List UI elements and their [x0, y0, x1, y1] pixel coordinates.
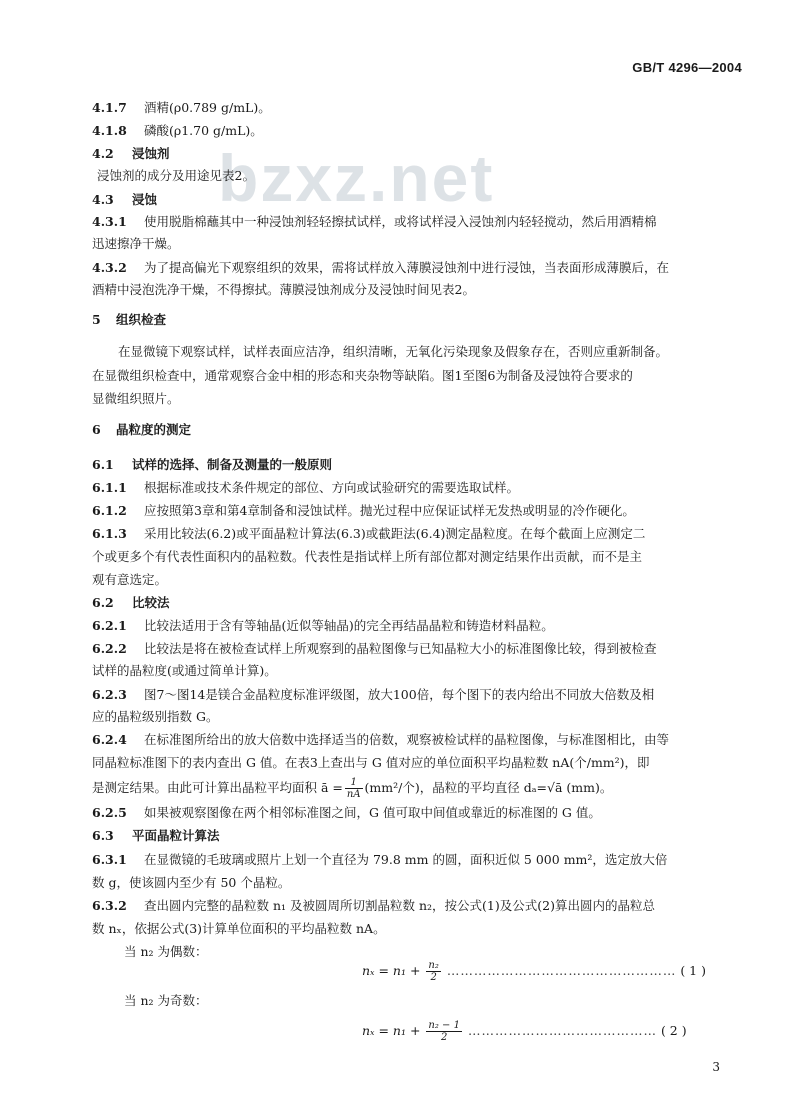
paragraph-line: 显微组织照片。: [92, 391, 180, 406]
clause-6-3-1: [92, 852, 742, 868]
clause-6-2-1: [92, 618, 742, 634]
heading-text: 平面晶粒计算法: [132, 828, 220, 843]
clause-number: 4.3: [92, 192, 114, 207]
clause-number: 6.2.5: [92, 805, 127, 820]
paragraph-line: 迅速擦净干燥。: [92, 236, 180, 251]
equation-number: ( 2 ): [660, 1023, 687, 1038]
paragraph-line: 当 n₂ 为奇数：: [124, 993, 208, 1008]
clause-text: 图7～图14是镁合金晶粒度标准评级图，放大100倍，每个图下的表内给出不同放大倍数及相: [144, 687, 655, 702]
clause-text: 为了提高偏光下观察组织的效果，需将试样放入薄膜浸蚀剂中进行浸蚀，当表面形成薄膜后，在: [144, 260, 670, 275]
paragraph-line: 同晶粒标准图下的表内查出 G 值。在表3上查出与 G 值对应的单位面积平均晶粒数 nA(个/mm²)，即: [92, 755, 650, 770]
section-5-heading: [92, 312, 742, 328]
clause-number: 4.2: [92, 146, 114, 161]
formula-lhs: nₓ = n₁ +: [362, 963, 421, 978]
clause-number: 6.3: [92, 828, 114, 843]
fraction-denominator: nA: [346, 789, 361, 800]
clause-number: 6.2.2: [92, 641, 127, 656]
clause-text: 在标准图所给出的放大倍数中选择适当的倍数，观察被检试样的晶粒图像，与标准图相比，由等: [144, 732, 670, 747]
paragraph-line: 试样的晶粒度(或通过简单计算)。: [92, 663, 277, 678]
equation-number: ( 1 ): [680, 963, 706, 978]
clause-number: 6.2: [92, 595, 114, 610]
inline-fraction: [345, 777, 363, 800]
clause-number: 6.1.3: [92, 526, 127, 541]
formula-1: [362, 960, 706, 983]
clause-text: 根据标准或技术条件规定的部位、方向或试验研究的需要选取试样。: [144, 480, 520, 495]
clause-text: 如果被观察图像在两个相邻标准图之间，G 值可取中间值或靠近的标准图的 G 值。: [144, 805, 601, 820]
section-6-heading: [92, 422, 742, 438]
formula-lead-text: 是测定结果。由此可计算出晶粒平均面积 ā =: [92, 780, 343, 795]
clause-6-2-5: [92, 805, 742, 821]
clause-6-2-4: [92, 732, 742, 748]
clause-number: 4.1.8: [92, 123, 127, 138]
clause-4-1-8: [92, 123, 742, 139]
fraction-denominator: 2: [441, 1032, 448, 1043]
clause-number: 4.3.2: [92, 260, 127, 275]
paragraph-line: 数 nₓ，依据公式(3)计算单位面积的平均晶粒数 nA。: [92, 921, 386, 936]
paragraph-line: 酒精中浸泡洗净干燥，不得擦拭。薄膜浸蚀剂成分及浸蚀时间见表2。: [92, 282, 475, 297]
clause-4-3-1: [92, 214, 742, 230]
section-6-2-heading: [92, 595, 742, 611]
clause-6-2-3: [92, 687, 742, 703]
clause-text: 使用脱脂棉蘸其中一种浸蚀剂轻轻擦拭试样，或将试样浸入浸蚀剂内轻轻搅动，然后用酒精棉: [144, 214, 657, 229]
clause-number: 6.2.3: [92, 687, 127, 702]
clause-number: 6: [92, 422, 101, 437]
clause-text: 采用比较法(6.2)或平面晶粒计算法(6.3)或截距法(6.4)测定晶粒度。在每个截面上应测定二: [144, 526, 646, 541]
standard-code: GB/T 4296—2004: [632, 60, 742, 75]
leader-dots: ……………………………………: [467, 1023, 657, 1038]
formula-2: [362, 1020, 687, 1043]
clause-text: 比较法适用于含有等轴晶(近似等轴晶)的完全再结晶晶粒和铸造材料晶粒。: [144, 618, 554, 633]
clause-4-3-2: [92, 260, 742, 276]
clause-number: 5: [92, 312, 101, 327]
clause-6-3-2: [92, 898, 742, 914]
fraction-numerator: 1: [345, 777, 363, 789]
formula-tail-text: (mm²/个)，晶粒的平均直径 dₐ=√ā (mm)。: [364, 780, 613, 795]
paragraph-line: 数 g，使该圆内至少有 50 个晶粒。: [92, 875, 291, 890]
heading-text: 比较法: [132, 595, 170, 610]
clause-text: 在显微镜的毛玻璃或照片上划一个直径为 79.8 mm 的圆，面积近似 5 000 mm²，选定放大倍: [144, 852, 668, 867]
clause-number: 6.1: [92, 457, 114, 472]
paragraph-line: 当 n₂ 为偶数：: [124, 944, 208, 959]
clause-6-1-1: [92, 480, 742, 496]
leader-dots: ……………………………………………: [446, 963, 677, 978]
heading-text: 晶粒度的测定: [116, 422, 192, 437]
fraction-numerator: n₂ − 1: [428, 1020, 460, 1031]
heading-text: 浸蚀: [132, 192, 158, 207]
clause-6-1-3: [92, 526, 742, 542]
clause-4-1-7: [92, 100, 742, 116]
paragraph-line: 个或更多个有代表性面积内的晶粒数。代表性是指试样上所有部位都对测定结果作出贡献，而不是主: [92, 549, 643, 564]
paragraph-line: 在显微镜下观察试样，试样表面应洁净，组织清晰，无氧化污染现象及假象存在，否则应重新制备。: [118, 344, 669, 359]
clause-number: 6.3.1: [92, 852, 127, 867]
paragraph-line: 在显微组织检查中，通常观察合金中相的形态和夹杂物等缺陷。图1至图6为制备及浸蚀符合要求的: [92, 368, 633, 383]
heading-text: 浸蚀剂: [132, 146, 170, 161]
section-6-3-heading: [92, 828, 742, 844]
clause-text: 应按照第3章和第4章制备和浸蚀试样。抛光过程中应保证试样无发热或明显的冷作硬化。: [144, 503, 635, 518]
paragraph-line: 应的晶粒级别指数 G。: [92, 709, 219, 724]
clause-number: 4.1.7: [92, 100, 127, 115]
section-4-3-heading: [92, 192, 742, 208]
section-6-1-heading: [92, 457, 742, 473]
watermark-logo: bzxz.net: [218, 141, 495, 215]
clause-6-2-2: [92, 641, 742, 657]
formula-fraction: [426, 960, 440, 983]
clause-text: 比较法是将在被检查试样上所观察到的晶粒图像与已知晶粒大小的标准图像比较，得到被检查: [144, 641, 657, 656]
heading-text: 组织检查: [116, 312, 167, 327]
clause-number: 6.3.2: [92, 898, 127, 913]
formula-fraction: [426, 1020, 462, 1043]
clause-text: 酒精(ρ0.789 g/mL)。: [144, 100, 271, 115]
paragraph-line-with-formula: [92, 776, 742, 800]
clause-number: 6.2.4: [92, 732, 127, 747]
heading-text: 试样的选择、制备及测量的一般原则: [132, 457, 333, 472]
fraction-denominator: 2: [430, 972, 437, 983]
clause-6-1-2: [92, 503, 742, 519]
clause-number: 6.1.2: [92, 503, 127, 518]
formula-lhs: nₓ = n₁ +: [362, 1023, 421, 1038]
clause-number: 6.1.1: [92, 480, 127, 495]
fraction-numerator: n₂: [428, 960, 439, 971]
clause-number: 6.2.1: [92, 618, 127, 633]
paragraph-line: 浸蚀剂的成分及用途见表2。: [97, 168, 255, 183]
section-4-2-heading: [92, 146, 742, 162]
clause-number: 4.3.1: [92, 214, 127, 229]
clause-text: 磷酸(ρ1.70 g/mL)。: [144, 123, 263, 138]
paragraph-line: 观有意选定。: [92, 572, 168, 587]
page-number: 3: [712, 1060, 720, 1074]
clause-text: 查出圆内完整的晶粒数 n₁ 及被圆周所切割晶粒数 n₂，按公式(1)及公式(2)算出圆内的晶粒总: [144, 898, 655, 913]
